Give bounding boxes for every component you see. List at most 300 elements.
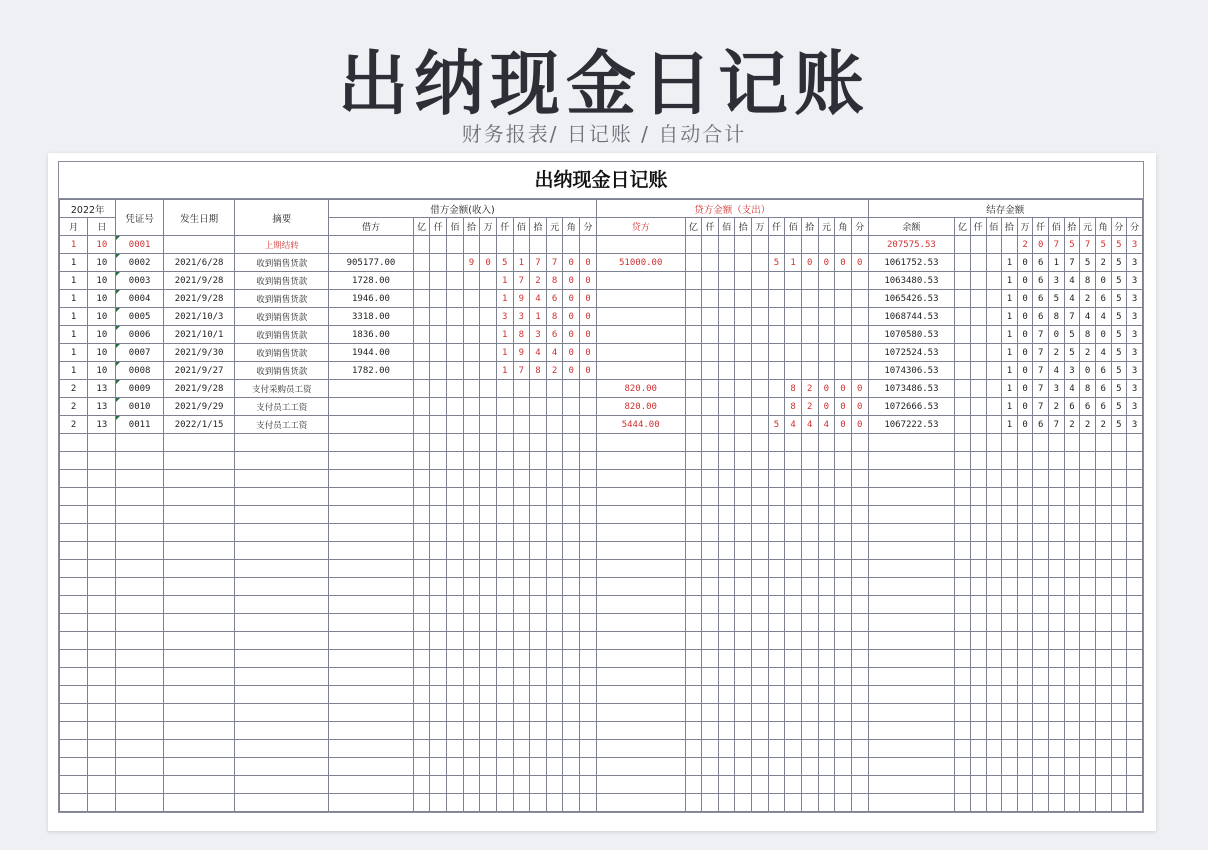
day-cell: 13 bbox=[88, 398, 116, 416]
debit-digit-cell bbox=[463, 398, 480, 416]
empty-cell bbox=[596, 452, 685, 470]
balance-digit-cell: 3 bbox=[1127, 290, 1143, 308]
summary-cell: 收到销售货款 bbox=[235, 290, 329, 308]
empty-cell bbox=[868, 506, 955, 524]
empty-cell bbox=[596, 596, 685, 614]
debit-digit-cell: 3 bbox=[513, 308, 530, 326]
empty-cell bbox=[163, 776, 235, 794]
empty-row bbox=[60, 704, 1143, 722]
empty-cell bbox=[1017, 776, 1033, 794]
empty-cell bbox=[768, 704, 785, 722]
balance-digit-cell bbox=[955, 416, 971, 434]
balance-digit-cell bbox=[986, 236, 1002, 254]
empty-cell bbox=[1049, 614, 1065, 632]
debit-digit-cell: 0 bbox=[563, 290, 580, 308]
credit-digit-cell: 4 bbox=[818, 416, 835, 434]
empty-cell bbox=[88, 470, 116, 488]
credit-digit-cell bbox=[685, 326, 702, 344]
empty-cell bbox=[702, 488, 719, 506]
empty-cell bbox=[818, 776, 835, 794]
debit-digit-cell bbox=[496, 380, 513, 398]
empty-cell bbox=[1080, 506, 1096, 524]
credit-digit-cell: 0 bbox=[835, 380, 852, 398]
credit-digit-cell bbox=[702, 254, 719, 272]
empty-cell bbox=[818, 560, 835, 578]
debit-digit-cell: 0 bbox=[580, 254, 597, 272]
empty-cell bbox=[463, 776, 480, 794]
table-row bbox=[60, 254, 1143, 272]
credit-digit-cell bbox=[685, 272, 702, 290]
empty-cell bbox=[88, 524, 116, 542]
balance-digit-cell: 5 bbox=[1111, 272, 1127, 290]
summary-header: 摘要 bbox=[235, 200, 329, 236]
empty-cell bbox=[735, 704, 752, 722]
empty-cell bbox=[1127, 470, 1143, 488]
empty-cell bbox=[513, 596, 530, 614]
empty-row bbox=[60, 668, 1143, 686]
empty-cell bbox=[235, 704, 329, 722]
empty-cell bbox=[970, 686, 986, 704]
voucher-cell: 0003 bbox=[116, 272, 163, 290]
empty-cell bbox=[563, 560, 580, 578]
empty-cell bbox=[970, 668, 986, 686]
balance-digit-cell bbox=[986, 254, 1002, 272]
credit-digit-cell bbox=[752, 398, 769, 416]
empty-cell bbox=[752, 560, 769, 578]
empty-cell bbox=[1111, 488, 1127, 506]
empty-cell bbox=[868, 794, 955, 812]
empty-cell bbox=[735, 560, 752, 578]
empty-cell bbox=[1064, 578, 1080, 596]
credit-amount-cell: 820.00 bbox=[596, 398, 685, 416]
credit-amount-cell bbox=[596, 290, 685, 308]
empty-cell bbox=[1111, 506, 1127, 524]
empty-cell bbox=[235, 506, 329, 524]
credit-digit-cell bbox=[768, 380, 785, 398]
empty-cell bbox=[413, 596, 430, 614]
credit-digit-cell bbox=[835, 272, 852, 290]
debit-digit-cell: 7 bbox=[530, 254, 547, 272]
balance-digit-cell: 0 bbox=[1017, 290, 1033, 308]
empty-cell bbox=[735, 506, 752, 524]
empty-cell bbox=[116, 668, 163, 686]
empty-cell bbox=[563, 740, 580, 758]
balance-amount-cell: 207575.53 bbox=[868, 236, 955, 254]
balance-digit-cell: 0 bbox=[1017, 254, 1033, 272]
empty-cell bbox=[60, 596, 88, 614]
credit-digit-cell bbox=[768, 236, 785, 254]
balance-digit-cell: 0 bbox=[1017, 416, 1033, 434]
empty-cell bbox=[163, 686, 235, 704]
empty-cell bbox=[768, 686, 785, 704]
empty-cell bbox=[1095, 596, 1111, 614]
debit-digit-cell: 0 bbox=[563, 308, 580, 326]
empty-cell bbox=[116, 578, 163, 596]
empty-cell bbox=[685, 776, 702, 794]
empty-cell bbox=[530, 434, 547, 452]
empty-cell bbox=[835, 668, 852, 686]
empty-row bbox=[60, 722, 1143, 740]
empty-cell bbox=[60, 614, 88, 632]
empty-cell bbox=[546, 758, 563, 776]
summary-cell: 上期结转 bbox=[235, 236, 329, 254]
empty-cell bbox=[785, 596, 802, 614]
credit-digit-cell: 5 bbox=[768, 416, 785, 434]
debit-digit-cell: 1 bbox=[496, 344, 513, 362]
empty-cell bbox=[480, 686, 497, 704]
credit-digit-cell: 0 bbox=[851, 380, 868, 398]
empty-cell bbox=[718, 524, 735, 542]
empty-cell bbox=[818, 632, 835, 650]
empty-cell bbox=[329, 686, 414, 704]
empty-cell bbox=[463, 434, 480, 452]
ledger-table bbox=[59, 199, 1143, 812]
debit-digit-header: 佰 bbox=[447, 218, 464, 236]
empty-cell bbox=[718, 650, 735, 668]
empty-cell bbox=[413, 632, 430, 650]
empty-cell bbox=[496, 470, 513, 488]
empty-cell bbox=[513, 470, 530, 488]
empty-cell bbox=[1017, 758, 1033, 776]
empty-cell bbox=[835, 578, 852, 596]
empty-cell bbox=[801, 524, 818, 542]
empty-cell bbox=[835, 596, 852, 614]
balance-digit-cell: 3 bbox=[1127, 362, 1143, 380]
empty-cell bbox=[685, 740, 702, 758]
empty-cell bbox=[735, 470, 752, 488]
empty-cell bbox=[235, 740, 329, 758]
day-cell: 10 bbox=[88, 362, 116, 380]
empty-cell bbox=[1127, 776, 1143, 794]
empty-cell bbox=[970, 560, 986, 578]
empty-cell bbox=[463, 704, 480, 722]
debit-digit-cell: 3 bbox=[496, 308, 513, 326]
debit-digit-cell bbox=[480, 362, 497, 380]
empty-cell bbox=[752, 668, 769, 686]
empty-cell bbox=[546, 470, 563, 488]
ledger-frame bbox=[58, 161, 1144, 813]
balance-digit-cell: 5 bbox=[1111, 398, 1127, 416]
empty-cell bbox=[430, 704, 447, 722]
credit-amount-cell bbox=[596, 362, 685, 380]
empty-cell bbox=[60, 488, 88, 506]
empty-row bbox=[60, 650, 1143, 668]
debit-digit-cell bbox=[430, 380, 447, 398]
empty-cell bbox=[851, 614, 868, 632]
balance-digit-cell: 2 bbox=[1080, 416, 1096, 434]
credit-digit-cell: 0 bbox=[851, 254, 868, 272]
empty-cell bbox=[1017, 704, 1033, 722]
debit-digit-cell: 3 bbox=[530, 326, 547, 344]
balance-amount-cell: 1072666.53 bbox=[868, 398, 955, 416]
balance-digit-cell: 6 bbox=[1033, 416, 1049, 434]
debit-digit-cell: 0 bbox=[480, 254, 497, 272]
debit-digit-cell: 5 bbox=[496, 254, 513, 272]
balance-digit-cell: 5 bbox=[1080, 254, 1096, 272]
empty-cell bbox=[116, 758, 163, 776]
balance-digit-cell: 0 bbox=[1049, 326, 1065, 344]
credit-digit-cell bbox=[851, 362, 868, 380]
empty-cell bbox=[546, 794, 563, 812]
empty-cell bbox=[1017, 470, 1033, 488]
empty-cell bbox=[235, 722, 329, 740]
empty-cell bbox=[970, 794, 986, 812]
month-cell: 2 bbox=[60, 416, 88, 434]
balance-digit-cell: 3 bbox=[1127, 380, 1143, 398]
debit-digit-cell: 0 bbox=[563, 272, 580, 290]
balance-digit-cell bbox=[955, 290, 971, 308]
empty-cell bbox=[430, 434, 447, 452]
empty-cell bbox=[1080, 524, 1096, 542]
empty-cell bbox=[851, 578, 868, 596]
empty-cell bbox=[513, 758, 530, 776]
empty-cell bbox=[546, 488, 563, 506]
empty-cell bbox=[685, 596, 702, 614]
empty-cell bbox=[530, 650, 547, 668]
balance-digit-cell: 3 bbox=[1127, 326, 1143, 344]
empty-cell bbox=[530, 722, 547, 740]
empty-cell bbox=[1127, 596, 1143, 614]
empty-cell bbox=[116, 506, 163, 524]
empty-cell bbox=[60, 578, 88, 596]
empty-cell bbox=[463, 470, 480, 488]
debit-digit-cell bbox=[463, 272, 480, 290]
empty-cell bbox=[752, 488, 769, 506]
empty-cell bbox=[1111, 524, 1127, 542]
empty-cell bbox=[60, 704, 88, 722]
empty-cell bbox=[413, 434, 430, 452]
summary-cell: 收到销售货款 bbox=[235, 308, 329, 326]
debit-digit-header: 仟 bbox=[496, 218, 513, 236]
empty-cell bbox=[163, 632, 235, 650]
voucher-cell: 0011 bbox=[116, 416, 163, 434]
empty-cell bbox=[702, 686, 719, 704]
balance-digit-cell: 8 bbox=[1049, 308, 1065, 326]
empty-cell bbox=[735, 722, 752, 740]
credit-digit-cell bbox=[735, 362, 752, 380]
empty-cell bbox=[480, 506, 497, 524]
empty-cell bbox=[546, 668, 563, 686]
empty-cell bbox=[447, 470, 464, 488]
empty-cell bbox=[1127, 524, 1143, 542]
empty-cell bbox=[785, 686, 802, 704]
empty-cell bbox=[447, 776, 464, 794]
empty-cell bbox=[546, 506, 563, 524]
balance-digit-cell bbox=[955, 308, 971, 326]
balance-digit-cell: 0 bbox=[1095, 272, 1111, 290]
credit-digit-cell bbox=[818, 326, 835, 344]
empty-cell bbox=[735, 524, 752, 542]
empty-cell bbox=[1002, 596, 1018, 614]
empty-cell bbox=[785, 740, 802, 758]
empty-cell bbox=[768, 488, 785, 506]
balance-digit-cell bbox=[970, 290, 986, 308]
credit-digit-cell bbox=[851, 272, 868, 290]
debit-digit-cell: 9 bbox=[513, 344, 530, 362]
empty-cell bbox=[702, 596, 719, 614]
empty-cell bbox=[685, 668, 702, 686]
empty-cell bbox=[868, 470, 955, 488]
empty-cell bbox=[835, 542, 852, 560]
summary-cell: 收到销售货款 bbox=[235, 326, 329, 344]
empty-cell bbox=[818, 578, 835, 596]
empty-cell bbox=[868, 686, 955, 704]
empty-cell bbox=[752, 704, 769, 722]
empty-cell bbox=[430, 686, 447, 704]
debit-digit-cell bbox=[463, 326, 480, 344]
voucher-cell: 0010 bbox=[116, 398, 163, 416]
empty-cell bbox=[530, 632, 547, 650]
credit-digit-cell bbox=[752, 290, 769, 308]
empty-cell bbox=[447, 614, 464, 632]
empty-cell bbox=[1033, 794, 1049, 812]
balance-digit-cell: 5 bbox=[1111, 326, 1127, 344]
credit-amount-cell bbox=[596, 344, 685, 362]
empty-cell bbox=[752, 722, 769, 740]
credit-digit-cell bbox=[718, 272, 735, 290]
empty-cell bbox=[413, 758, 430, 776]
debit-digit-header: 亿 bbox=[413, 218, 430, 236]
credit-digit-header: 佰 bbox=[785, 218, 802, 236]
empty-cell bbox=[702, 614, 719, 632]
table-row bbox=[60, 290, 1143, 308]
debit-digit-cell bbox=[413, 416, 430, 434]
debit-digit-cell bbox=[447, 398, 464, 416]
empty-cell bbox=[163, 650, 235, 668]
empty-cell bbox=[1017, 668, 1033, 686]
empty-cell bbox=[596, 614, 685, 632]
empty-cell bbox=[563, 632, 580, 650]
empty-cell bbox=[955, 488, 971, 506]
empty-cell bbox=[735, 596, 752, 614]
credit-digit-cell bbox=[752, 380, 769, 398]
empty-cell bbox=[868, 614, 955, 632]
empty-cell bbox=[447, 632, 464, 650]
empty-cell bbox=[496, 776, 513, 794]
empty-cell bbox=[1002, 452, 1018, 470]
empty-cell bbox=[329, 722, 414, 740]
empty-cell bbox=[1017, 452, 1033, 470]
empty-row bbox=[60, 452, 1143, 470]
empty-cell bbox=[851, 506, 868, 524]
empty-cell bbox=[430, 614, 447, 632]
month-cell: 1 bbox=[60, 344, 88, 362]
balance-digit-cell: 1 bbox=[1002, 416, 1018, 434]
empty-cell bbox=[685, 506, 702, 524]
empty-cell bbox=[480, 650, 497, 668]
empty-cell bbox=[851, 596, 868, 614]
debit-digit-cell bbox=[447, 380, 464, 398]
credit-digit-header: 拾 bbox=[735, 218, 752, 236]
empty-cell bbox=[463, 596, 480, 614]
empty-cell bbox=[818, 542, 835, 560]
empty-cell bbox=[1111, 434, 1127, 452]
empty-cell bbox=[835, 704, 852, 722]
empty-cell bbox=[835, 686, 852, 704]
empty-cell bbox=[702, 470, 719, 488]
empty-cell bbox=[1049, 650, 1065, 668]
debit-digit-cell bbox=[463, 362, 480, 380]
empty-cell bbox=[718, 506, 735, 524]
empty-cell bbox=[563, 776, 580, 794]
empty-row bbox=[60, 560, 1143, 578]
empty-row bbox=[60, 740, 1143, 758]
empty-cell bbox=[596, 776, 685, 794]
empty-cell bbox=[116, 722, 163, 740]
empty-cell bbox=[702, 542, 719, 560]
balance-digit-cell bbox=[955, 272, 971, 290]
empty-cell bbox=[868, 704, 955, 722]
credit-digit-cell bbox=[752, 416, 769, 434]
empty-cell bbox=[463, 632, 480, 650]
debit-digit-cell bbox=[563, 398, 580, 416]
empty-cell bbox=[530, 686, 547, 704]
debit-digit-cell bbox=[480, 308, 497, 326]
empty-cell bbox=[413, 740, 430, 758]
empty-cell bbox=[785, 650, 802, 668]
debit-digit-cell: 1 bbox=[496, 290, 513, 308]
empty-cell bbox=[430, 578, 447, 596]
empty-cell bbox=[685, 524, 702, 542]
empty-cell bbox=[496, 758, 513, 776]
balance-digit-cell: 5 bbox=[1111, 416, 1127, 434]
empty-cell bbox=[785, 614, 802, 632]
empty-cell bbox=[835, 524, 852, 542]
empty-cell bbox=[752, 470, 769, 488]
empty-cell bbox=[1095, 668, 1111, 686]
empty-cell bbox=[496, 650, 513, 668]
empty-cell bbox=[1002, 506, 1018, 524]
credit-digit-cell bbox=[718, 290, 735, 308]
empty-cell bbox=[1080, 632, 1096, 650]
empty-cell bbox=[818, 650, 835, 668]
empty-cell bbox=[768, 776, 785, 794]
balance-digit-cell: 5 bbox=[1111, 236, 1127, 254]
credit-digit-cell bbox=[685, 308, 702, 326]
empty-cell bbox=[329, 452, 414, 470]
empty-cell bbox=[955, 596, 971, 614]
empty-cell bbox=[801, 506, 818, 524]
balance-digit-cell: 6 bbox=[1080, 398, 1096, 416]
balance-amount-cell: 1065426.53 bbox=[868, 290, 955, 308]
empty-cell bbox=[1017, 650, 1033, 668]
empty-cell bbox=[1064, 668, 1080, 686]
empty-cell bbox=[480, 452, 497, 470]
empty-cell bbox=[496, 614, 513, 632]
empty-cell bbox=[868, 560, 955, 578]
empty-cell bbox=[818, 686, 835, 704]
empty-cell bbox=[1127, 722, 1143, 740]
empty-cell bbox=[685, 560, 702, 578]
empty-cell bbox=[1111, 650, 1127, 668]
balance-digit-cell: 4 bbox=[1064, 290, 1080, 308]
debit-digit-header: 万 bbox=[480, 218, 497, 236]
credit-digit-cell: 0 bbox=[818, 254, 835, 272]
empty-cell bbox=[329, 614, 414, 632]
empty-cell bbox=[718, 614, 735, 632]
empty-cell bbox=[970, 722, 986, 740]
empty-cell bbox=[851, 452, 868, 470]
empty-row bbox=[60, 596, 1143, 614]
month-cell: 1 bbox=[60, 236, 88, 254]
balance-digit-cell: 3 bbox=[1127, 398, 1143, 416]
empty-cell bbox=[868, 776, 955, 794]
empty-cell bbox=[955, 560, 971, 578]
empty-cell bbox=[116, 794, 163, 812]
balance-amount-cell: 1068744.53 bbox=[868, 308, 955, 326]
empty-cell bbox=[329, 704, 414, 722]
empty-cell bbox=[718, 560, 735, 578]
